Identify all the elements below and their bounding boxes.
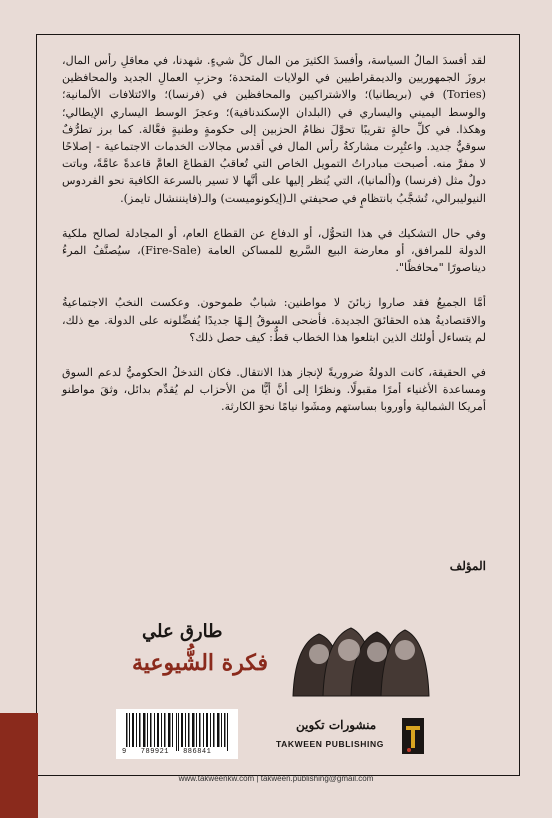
blurb-paragraph-3: أمَّا الجميعُ فقد صاروا زبائنَ لا مواطنين: شبابٌ طموحون. وعكست النخبُ الاجتماعيةُ والاقتصاديةُ هذه الحقائقَ الجديدة. فأضحى السوقُ إلـهًا جديدًا يُفضِّلونه على الدولة. مع ذلك، لم يتساءل أولئك الذين ابتلعوا هذا الخطاب قطُّ: كيف حصل ذلك؟ <box>62 296 486 344</box>
barcode-digits: 9 789921 886841 <box>122 748 212 756</box>
takween-logo-icon <box>400 716 426 756</box>
blurb-paragraph-2: وفي حال التشكيك في هذا التحوُّل، أو الدفاع عن القطاع العام، أو المجادلة لصالح ملكية الدولة للمرافق، أو معارضة البيع السَّريع للمساكن العامة (Fire-Sale)، سيُصنَّفُ المرءُ ديناصورًا "محافظًا". <box>62 226 486 275</box>
isbn-barcode <box>116 709 238 759</box>
book-title: فكرة الشُّيوعية <box>132 650 268 676</box>
book-author-name: طارق علي <box>142 621 223 642</box>
portraits-illustration <box>289 610 437 698</box>
footer-links: www.takweenkw.com | takween.publishing@gmail.com <box>178 774 374 783</box>
publisher-name-english: TAKWEEN PUBLISHING <box>276 739 384 749</box>
blurb-paragraph-1: لقد أفسدَ المالُ السياسة، وأفسدَ الكثيرَ من المال كلَّ شيءٍ. شهدنا، في معاقلِ رأس المال، بروزَ الجمهوريين والديمقراطيين في الولايات المتحدة؛ وحزبِ العمالِ الجديد والمحافظين (Tories) في (بريطانيا)؛ والاشتراكيين والمحافظين في (فرنسا)؛ والائتلافات الألمانية؛ والوسط اليميني واليساري في (البلدان الإسكندنافية)؛ وعجزَ الوسط اليساري الإيطالي؛ وهكذا. في كلِّ حالةٍ تقريبًا تحوَّلَ نظامُ الحزبين إلى حكومةٍ وطنيةٍ فعَّالة. كما برز تطرُّفٌ سوقيٌّ جديد. واعتُبِرت مشاركةُ رأس المال في أقدس مجالات الخدمات الاجتماعية - إصلاحًا لا مفرَّ منه. أصبحت مبادراتُ التمويل الخاص التي تُعاقبُ القطاعَ العامَّ قاعدةً عامَّةً، وباتت دولٌ مثل (فرنسا) و(ألمانيا)، التي يُنظر إليها على أنَّها لا تسير بالسرعة الكافية نحو الفردوس النيوليبرالي، تُشجَّبُ بانتظامٍ في صحيفتي الـ(إيكونوميست) والـ(فاينننشال تايمز). <box>62 54 486 205</box>
author-signature: المؤلف <box>449 559 486 573</box>
publisher-block <box>268 714 426 760</box>
blurb-text <box>62 52 486 434</box>
blurb-paragraph-4: في الحقيقة، كانت الدولةُ ضروريةً لإنجاز هذا الانتقال. فكان التدخلُ الحكوميُّ لدعم السوق ومساعدة الأغنياء أمرًا مقبولًا. ونظرًا إلى أنَّ أيًّا من الأحزاب لم يُقدِّم بدائل، وثقَ مواطنو أمريكا الشمالية وأوروبا بساستهم ومشَوا نيامًا نحوَ الكارثة. <box>62 366 486 414</box>
red-spine-tab <box>0 713 38 818</box>
publisher-name-arabic: منشورات تكوين <box>296 718 377 732</box>
